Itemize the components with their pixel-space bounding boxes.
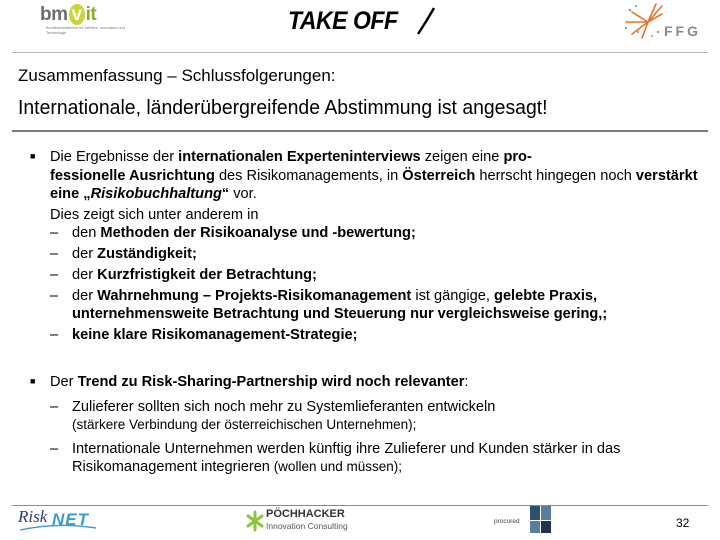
risknet-risk-text: Risk [18, 507, 48, 526]
list-item: – der Wahrnehmung – Projekts-Risikomanagement ist gängige, gelebte Praxis, unternehmensweite Betrachtung und Steuerung nur vergleichsweise gering,; [50, 288, 608, 322]
dash-bullet-icon: – [50, 288, 59, 304]
poechhacker-logo [246, 508, 356, 536]
poechhacker-sub: Innovation Consulting [266, 521, 348, 531]
bullet-text: Die Ergebnisse der internationalen Experteninterviews zeigen eine pro- fessionelle Ausrichtung des Risikomanagements, in Österreich herrscht hingegen noch verstärkt eine „Risikobuchhaltung“ vor. [50, 149, 698, 202]
slide-title: Internationale, länderübergreifende Abstimmung ist angesagt! [18, 97, 548, 119]
sublist [50, 224, 702, 344]
list-item: – Internationale Unternehmen werden künftig ihre Zulieferer und Kunden stärker in das Risikomanagement integrieren (wollen und müssen); [50, 440, 621, 475]
risknet-net-text: NET [52, 510, 89, 529]
poechhacker-name: PÖCHHACKER [266, 508, 345, 520]
dash-bullet-icon: – [50, 398, 59, 415]
takeoff-logo [288, 4, 438, 44]
bullet-text: Der Trend zu Risk-Sharing-Partnership wird noch relevanter: [50, 374, 469, 390]
ffg-logo [600, 0, 718, 44]
slide-content [30, 148, 702, 479]
dash-bullet-icon: – [50, 267, 59, 283]
takeoff-swoosh-icon [416, 6, 438, 36]
ffg-wordmark: FFG [664, 23, 701, 39]
header-divider [12, 52, 708, 53]
bullet-risk-sharing [30, 373, 702, 476]
dash-bullet-icon: – [50, 327, 59, 343]
procured-logo [494, 506, 558, 536]
procured-wordmark: procured [494, 518, 520, 525]
procured-block-icon [530, 506, 552, 534]
slide-subtitle: Zusammenfassung – Schlussfolgerungen: [18, 66, 336, 85]
bullet-paragraph: Dies zeigt sich unter anderem in [50, 206, 259, 223]
risknet-logo [18, 506, 108, 536]
ffg-burst-icon [622, 2, 664, 40]
risknet-swoosh-icon [18, 524, 98, 532]
bullet-expert-interviews [30, 148, 702, 373]
list-item: – Zulieferer sollten sich noch mehr zu Systemlieferanten entwickeln (stärkere Verbindung der österreichischen Unternehmen); [50, 398, 496, 432]
dash-bullet-icon: – [50, 225, 59, 241]
bmvit-subtitle: Bundesministerium für Verkehr, Innovation und Technologie [46, 26, 125, 35]
bmvit-logo [14, 4, 124, 50]
title-divider [12, 130, 708, 132]
list-item: – den Methoden der Risikoanalyse und -bewertung; [50, 225, 416, 241]
square-bullet-icon: ■ [30, 151, 36, 161]
dash-bullet-icon: – [50, 246, 59, 262]
asterisk-icon [246, 510, 264, 532]
page-number: 32 [676, 516, 690, 530]
bmvit-wordmark: bm v it [40, 4, 97, 25]
takeoff-wordmark: TAKE OFF [288, 7, 398, 35]
list-item: – der Kurzfristigkeit der Betrachtung; [50, 267, 317, 283]
square-bullet-icon: ■ [30, 376, 36, 386]
list-item: – der Zuständigkeit; [50, 246, 197, 262]
footer-divider [12, 505, 708, 506]
dash-bullet-icon: – [50, 440, 59, 457]
list-item: – keine klare Risikomanagement-Strategie; [50, 327, 358, 343]
